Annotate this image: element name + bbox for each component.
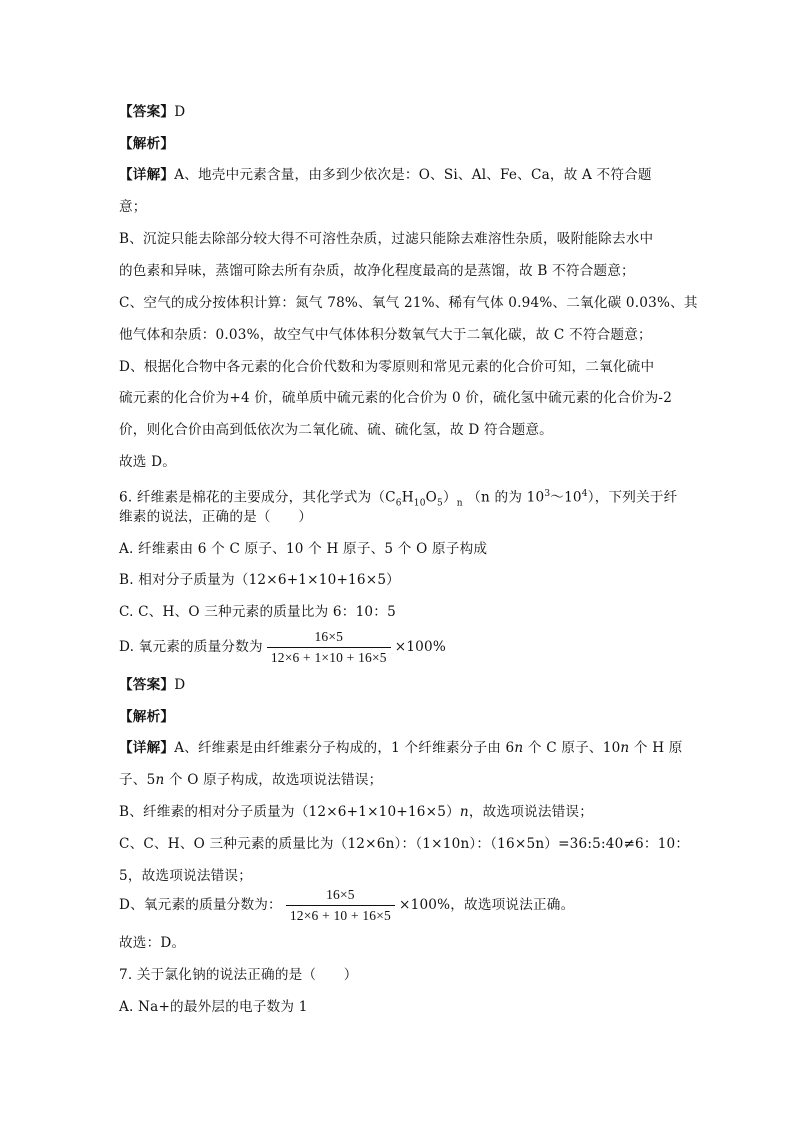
question-7-stem: 7. 关于氯化钠的说法正确的是（ ） [119, 967, 358, 983]
detail2-d-prefix: D、氧元素的质量分数为： [119, 897, 282, 913]
detail-line-c1: C、空气的成分按体积计算：氮气 78%、氧气 21%、稀有气体 0.94%、二氧化碳 0.03%、其 [119, 295, 698, 311]
q6-close: ） [442, 489, 457, 506]
detail2-a1-part1: A、纤维素是由纤维素分子构成的，1 个纤维素分子由 6 [174, 740, 515, 756]
detail2-line-c2: 5，故选项说法错误； [119, 868, 252, 884]
detail-line-b2: 的色素和异味，蒸馏可除去所有杂质，故净化程度最高的是蒸馏，故 B 不符合题意； [119, 263, 635, 279]
answer-label: 【答案】 [119, 677, 175, 693]
q6-stem-part1: 6. 纤维素是棉花的主要成分，其化学式为（C [119, 489, 396, 506]
detail-line-d3: 价，则化合价由高到低依次为二氧化硫、硫、硫化氢，故 D 符合题意。 [119, 422, 553, 438]
fraction-denominator: 12×6 + 1×10 + 16×5 [267, 647, 391, 666]
detail2-a1-n2: n [620, 740, 630, 756]
fraction-numerator: 16×5 [314, 629, 344, 644]
document-page [119, 0, 698, 1123]
q6-stem-part3: ），下列关于纤 [587, 489, 678, 506]
q6-option-d [119, 629, 446, 666]
conclusion-1: 故选 D。 [119, 454, 177, 470]
q6-option-c: C. C、H、O 三种元素的质量比为 6：10：5 [119, 604, 396, 620]
q7-option-a: A. Na+的最外层的电子数为 1 [119, 999, 308, 1015]
detail2-line-a1 [119, 739, 683, 757]
q6-sub-n: n [456, 498, 463, 509]
q6-stem-part2: （n 的为 10 [467, 489, 545, 506]
detail2-d-suffix: ×100%，故选项说法正确。 [399, 897, 575, 913]
analysis-heading-1: 【解析】 [119, 136, 175, 152]
analysis-heading-2: 【解析】 [119, 709, 175, 725]
detail2-line-c1: C、C、H、O 三种元素的质量比为（12×6n）：（1×10n）：（16×5n）=36:5:40≠6：10： [119, 836, 690, 852]
q6-sub-10: 10 [413, 498, 426, 509]
q6-sup-4: 4 [581, 489, 588, 499]
detail2-b1-n: n [459, 804, 469, 820]
detail2-a2-part2: 个 O 原子构成，故选项说法错误； [164, 772, 383, 788]
q6-sup-3: 3 [544, 489, 551, 499]
q6-h: H [401, 489, 414, 506]
question-6-stem-line2: 维素的说法，正确的是（ ） [119, 509, 313, 525]
detail-line-c2: 他气体和杂质：0.03%，故空气中气体体积分数氧气大于二氧化碳，故 C 不符合题意； [119, 327, 652, 343]
detail2-a1-part2: 个 C 原子、10 [523, 740, 621, 756]
detail-label: 【详解】 [119, 167, 175, 183]
q6-option-a: A. 纤维素由 6 个 C 原子、10 个 H 原子、5 个 O 原子构成 [119, 541, 488, 557]
q6-option-d-suffix: ×100% [394, 639, 446, 655]
q6-sub-5: 5 [437, 498, 443, 509]
q6-o: O [425, 489, 437, 506]
detail2-a1-n1: n [514, 740, 524, 756]
detail-line-a2: 意； [119, 199, 147, 215]
detail2-line-d [119, 887, 574, 924]
detail-line-d2: 硫元素的化合价为+4 价，硫单质中硫元素的化合价为 0 价，硫化氢中硫元素的化合价为-2 [119, 390, 673, 406]
detail-label: 【详解】 [119, 740, 175, 756]
answer-value: D [174, 677, 186, 693]
detail2-line-a2 [119, 771, 382, 789]
detail-line-d1: D、根据化合物中各元素的化合价代数和为零原则和常见元素的化合价可知，二氧化硫中 [119, 359, 655, 375]
fraction-numerator: 16×5 [326, 887, 355, 902]
conclusion-2: 故选：D。 [119, 935, 186, 951]
answer-line-1 [119, 103, 185, 121]
detail2-b1-part1: B、纤维素的相对分子质量为（12×6+1×10+16×5） [119, 804, 460, 820]
q6-sub-6: 6 [395, 498, 402, 509]
answer-line-2 [119, 676, 185, 694]
q6-option-d-fraction [267, 629, 391, 666]
detail-line-a1 [119, 166, 652, 184]
q6-option-d-prefix: D. 氧元素的质量分数为 [119, 639, 263, 655]
answer-value: D [174, 104, 186, 120]
detail2-a2-n: n [155, 772, 165, 788]
detail-line-b1: B、沉淀只能去除部分较大得不可溶性杂质，过滤只能除去难溶性杂质，吸附能除去水中 [119, 231, 654, 247]
answer-label: 【答案】 [119, 104, 175, 120]
detail-text: A、地壳中元素含量，由多到少依次是：O、Si、Al、Fe、Ca，故 A 不符合题 [174, 167, 652, 183]
q6-tilde: ～10 [550, 489, 582, 506]
detail2-b1-part2: ，故选项说法错误； [468, 804, 594, 820]
detail2-d-fraction [286, 887, 395, 924]
detail2-a2-part1: 子、5 [119, 772, 156, 788]
detail2-a1-part3: 个 H 原 [629, 740, 683, 756]
q6-option-b: B. 相对分子质量为（12×6+1×10+16×5） [119, 572, 400, 588]
detail2-line-b1 [119, 803, 593, 821]
fraction-denominator: 12×6 + 10 + 16×5 [286, 905, 395, 924]
